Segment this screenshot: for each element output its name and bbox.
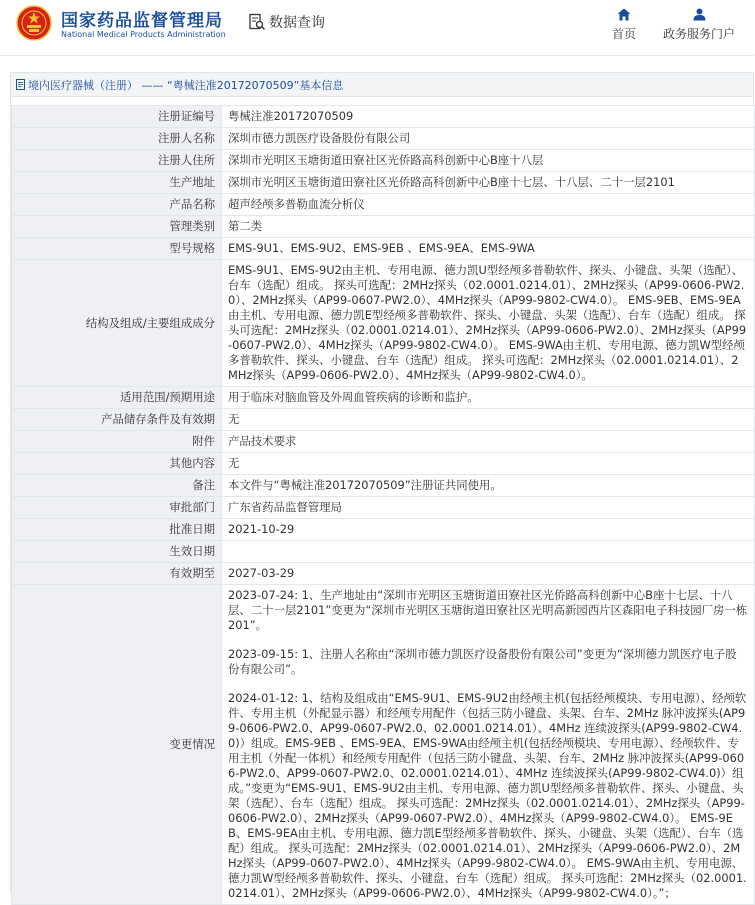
nav-home-label: 首页 [611, 27, 636, 41]
row-label: 变更情况 [12, 585, 222, 905]
table-row [12, 128, 755, 150]
row-value: EMS-9U1、EMS-9U2由主机、专用电源、德力凯U型经颅多普勒软件、探头、小键盘、头架（选配）、台车（选配）组成。 探头可选配：2MHz探头（02.0001.0214.01）、2MHz探头（AP99-0606-PW2.0）、2MHz探头（AP99-0607-PW2.0）、4MHz探头（AP99-9802-CW4.0）。 EMS-9EB、EMS-9EA由主机、专用电源、德力凯E型经颅多普勒软件、探头、小键盘、头架（选配）、台车（选配）组成。 探头可选配：2MHz探头（02.0001.0214.01）、2MHz探头（AP99-0606-PW2.0）、2MHz探头（AP99-0607-PW2.0）、4MHz探头（AP99-9802-CW4.0）。 EMS-9WA由主机、专用电源、德力凯W型经颅多普勒软件、探头、小键盘、台车（选配）组成。 探头可选配：2MHz探头（02.0001.0214.01）、2MHz探头（AP99-0606-PW2.0）、4MHz探头（AP99-9802-CW4.0）。 [222, 260, 755, 387]
row-value: 深圳市德力凯医疗设备股份有限公司 [222, 128, 755, 150]
row-label: 注册人住所 [12, 150, 222, 172]
registration-info-table [11, 105, 755, 905]
nav-home[interactable] [608, 8, 640, 42]
row-label: 备注 [12, 475, 222, 497]
row-label: 生效日期 [12, 541, 222, 563]
row-value: 第二类 [222, 216, 755, 238]
site-header [0, 0, 754, 56]
row-label: 其他内容 [12, 453, 222, 475]
row-value: 2027-03-29 [222, 563, 755, 585]
row-value [222, 541, 755, 563]
row-value: 深圳市光明区玉塘街道田寮社区光侨路高科创新中心B座十七层、十八层、二十一层2101 [222, 172, 755, 194]
nav-gov-portal[interactable] [660, 8, 738, 42]
table-row [12, 541, 755, 563]
row-value: 粤械注准20172070509 [222, 106, 755, 128]
row-label: 结构及组成/主要组成成分 [12, 260, 222, 387]
table-row [12, 475, 755, 497]
table-row [12, 150, 755, 172]
table-row [12, 563, 755, 585]
row-value: 超声经颅多普勒血流分析仪 [222, 194, 755, 216]
user-icon [693, 8, 706, 21]
breadcrumb [11, 73, 753, 97]
table-row [12, 106, 755, 128]
row-value: 广东省药品监督管理局 [222, 497, 755, 519]
search-document-icon [248, 13, 266, 31]
change-entry: 2024-01-12: 1、结构及组成由“EMS-9U1、EMS-9U2由经颅主机(包括经颅模块、专用电源）、经颅软件、专用主机（外配显示器）和经颅专用配件（包括三防小键盘、头架、台车、2MHz 脉冲波探头(AP99-0606-PW2.0、AP99-0607-PW2.0、02.0001.0214.01）、4MHz 连续波探头(AP99-9802-CW4.0)）组成。EMS-9EB 、EMS-9EA、EMS-9WA由经颅主机(包括经颅模块、专用电源）、经颅软件、专用主机（外配一体机）和经颅专用配件（包括三防小键盘、头架、台车、2MHz 脉冲波探头(AP99-0606-PW2.0、AP99-0607-PW2.0、02.0001.0214.01）、4MHz 连续波探头(AP99-9802-CW4.0)）组成。”变更为“EMS-9U1、EMS-9U2由主机、专用电源、德力凯U型经颅多普勒软件、探头、小键盘、头架（选配）、台车（选配）组成。 探头可选配：2MHz探头（02.0001.0214.01）、2MHz探头（AP99-0606-PW2.0）、2MHz探头（AP99-0607-PW2.0）、4MHz探头（AP99-9802-CW4.0）。 EMS-9EB、EMS-9EA由主机、专用电源、德力凯E型经颅多普勒软件、探头、小键盘、头架（选配）、台车（选配）组成。 探头可选配：2MHz探头（02.0001.0214.01）、2MHz探头（AP99-0606-PW2.0）、2MHz探头（AP99-0607-PW2.0）、4MHz探头（AP99-9802-CW4.0）。 EMS-9WA由主机、专用电源、德力凯W型经颅多普勒软件、探头、小键盘、台车（选配）组成。 探头可选配：2MHz探头（02.0001.0214.01）、2MHz探头（AP99-0606-PW2.0）、4MHz探头（AP99-9802-CW4.0）。”； [228, 691, 747, 900]
row-label: 附件 [12, 431, 222, 453]
data-query-link[interactable] [248, 10, 325, 34]
row-label: 有效期至 [12, 563, 222, 585]
changes-value [222, 585, 755, 905]
table-row [12, 453, 755, 475]
row-label: 注册证编号 [12, 106, 222, 128]
breadcrumb-title: 境内医疗器械（注册） —— “粤械注准20172070509”基本信息 [28, 78, 344, 92]
home-icon [617, 8, 631, 21]
row-label: 产品储存条件及有效期 [12, 409, 222, 431]
row-value: 2021-10-29 [222, 519, 755, 541]
row-label: 型号规格 [12, 238, 222, 260]
change-entry: 2023-07-24: 1、生产地址由“深圳市光明区玉塘街道田寮社区光侨路高科创新中心B座十七层、十八层、二十一层2101”变更为“深圳市光明区玉塘街道田寮社区光明高新园西片区森阳电子科技园厂房一栋201”。 [228, 588, 748, 632]
change-entry: 2023-09-15: 1、注册人名称由“深圳市德力凯医疗设备股份有限公司”变更为“深圳德力凯医疗电子股份有限公司”。 [228, 647, 737, 676]
row-value: EMS-9U1、EMS-9U2、EMS-9EB 、EMS-9EA、EMS-9WA [222, 238, 755, 260]
nav-gov-label: 政务服务门户 [662, 27, 735, 41]
brand-title[interactable]: 国家药品监督管理局 [61, 11, 223, 31]
row-label: 适用范围/预期用途 [12, 387, 222, 409]
row-value: 用于临床对脑血管及外周血管疾病的诊断和监护。 [222, 387, 755, 409]
national-emblem-icon[interactable] [16, 5, 52, 41]
document-icon [15, 79, 26, 90]
row-label: 审批部门 [12, 497, 222, 519]
detail-panel [10, 72, 754, 900]
data-query-label: 数据查询 [269, 15, 325, 31]
table-row [12, 216, 755, 238]
brand-subtitle: National Medical Products Administration [61, 30, 226, 39]
row-value: 本文件与“粤械注准20172070509”注册证共同使用。 [222, 475, 755, 497]
table-row [12, 194, 755, 216]
row-value: 产品技术要求 [222, 431, 755, 453]
table-row [12, 172, 755, 194]
table-row [12, 387, 755, 409]
row-value: 深圳市光明区玉塘街道田寮社区光侨路高科创新中心B座十八层 [222, 150, 755, 172]
table-row [12, 431, 755, 453]
row-value: 无 [222, 409, 755, 431]
row-value: 无 [222, 453, 755, 475]
table-row [12, 519, 755, 541]
row-label: 批准日期 [12, 519, 222, 541]
row-label: 注册人名称 [12, 128, 222, 150]
table-row [12, 409, 755, 431]
row-label: 生产地址 [12, 172, 222, 194]
row-label: 产品名称 [12, 194, 222, 216]
table-row [12, 238, 755, 260]
table-row [12, 497, 755, 519]
table-row-changes [12, 585, 755, 905]
row-label: 管理类别 [12, 216, 222, 238]
table-row [12, 260, 755, 387]
